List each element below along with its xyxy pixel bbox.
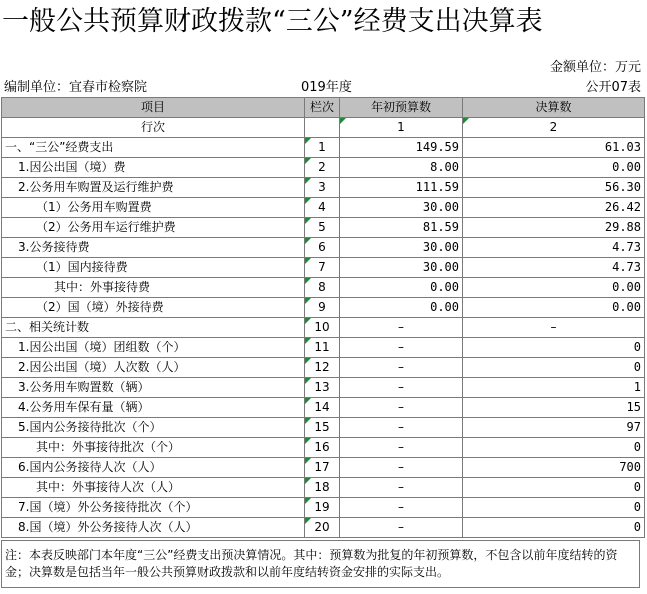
row-number: 3	[305, 178, 340, 198]
row-item-name: 6.国内公务接待人次（人）	[2, 458, 305, 478]
table-row	[2, 518, 645, 538]
row-final-value: 0.00	[463, 158, 645, 178]
row-item-name: 1.因公出国（境）团组数（个）	[2, 338, 305, 358]
row-final-value: 4.73	[463, 258, 645, 278]
row-final-value: 61.03	[463, 138, 645, 158]
row-final-value: 700	[463, 458, 645, 478]
table-row	[2, 238, 645, 258]
row-budget-value: 81.59	[340, 218, 463, 238]
row-item-name: （1）国内接待费	[2, 258, 305, 278]
row-budget-value: –	[340, 378, 463, 398]
header-rowno: 栏次	[305, 98, 340, 118]
row-final-value: 0	[463, 438, 645, 458]
row-number: 18	[305, 478, 340, 498]
row-number: 9	[305, 298, 340, 318]
row-final-value: 1	[463, 378, 645, 398]
report-meta-line	[0, 78, 647, 97]
header-final: 决算数	[463, 98, 645, 118]
table-row	[2, 318, 645, 338]
subheader-budget: 1	[340, 118, 463, 138]
row-item-name: 7.国（境）外公务接待批次（个）	[2, 498, 305, 518]
row-number: 13	[305, 378, 340, 398]
table-row	[2, 398, 645, 418]
table-row	[2, 418, 645, 438]
row-budget-value: 30.00	[340, 238, 463, 258]
row-item-name: 一、“三公”经费支出	[2, 138, 305, 158]
expenditure-table	[1, 97, 645, 538]
row-number: 20	[305, 518, 340, 538]
row-number: 8	[305, 278, 340, 298]
row-item-name: 其中：外事接待费	[2, 278, 305, 298]
row-budget-value: 0.00	[340, 278, 463, 298]
row-budget-value: –	[340, 338, 463, 358]
row-final-value: 97	[463, 418, 645, 438]
row-budget-value: 0.00	[340, 298, 463, 318]
table-row	[2, 438, 645, 458]
row-item-name: （1）公务用车购置费	[2, 198, 305, 218]
row-budget-value: 111.59	[340, 178, 463, 198]
row-final-value: 26.42	[463, 198, 645, 218]
row-item-name: 3.公务用车购置数（辆）	[2, 378, 305, 398]
row-item-name: 2.因公出国（境）人次数（人）	[2, 358, 305, 378]
row-number: 14	[305, 398, 340, 418]
table-header-row	[2, 98, 645, 118]
row-item-name: （2）国（境）外接待费	[2, 298, 305, 318]
row-budget-value: 30.00	[340, 258, 463, 278]
row-final-value: –	[463, 318, 645, 338]
table-row	[2, 478, 645, 498]
fiscal-year-label: 019年度	[301, 80, 352, 95]
row-final-value: 0	[463, 338, 645, 358]
row-budget-value: –	[340, 518, 463, 538]
amount-unit-label: 金额单位：万元	[549, 60, 641, 75]
row-final-value: 56.30	[463, 178, 645, 198]
table-subheader-row	[2, 118, 645, 138]
table-row	[2, 278, 645, 298]
row-number: 12	[305, 358, 340, 378]
row-budget-value: –	[340, 358, 463, 378]
table-row	[2, 178, 645, 198]
row-final-value: 0	[463, 478, 645, 498]
row-number: 15	[305, 418, 340, 438]
header-item: 项目	[2, 98, 305, 118]
row-budget-value: –	[340, 318, 463, 338]
row-item-name: 4.公务用车保有量（辆）	[2, 398, 305, 418]
reporting-unit-label: 编制单位：宜春市检察院	[4, 80, 148, 95]
row-number: 6	[305, 238, 340, 258]
row-budget-value: –	[340, 418, 463, 438]
footnote: 注：本表反映部门本年度“三公”经费支出预决算情况。其中：预算数为批复的年初预算数，不包含以前年度结转的资金；决算数是包括当年一般公共预算财政拨款和以前年度结转资金安排的实际支出。	[1, 540, 640, 588]
row-item-name: 8.国（境）外公务接待人次（人）	[2, 518, 305, 538]
row-final-value: 0.00	[463, 278, 645, 298]
table-row	[2, 138, 645, 158]
row-number: 4	[305, 198, 340, 218]
row-number: 10	[305, 318, 340, 338]
table-row	[2, 218, 645, 238]
row-item-name: （2）公务用车运行维护费	[2, 218, 305, 238]
report-title: 一般公共预算财政拨款“三公”经费支出决算表	[2, 6, 543, 37]
table-row	[2, 378, 645, 398]
subheader-item: 行次	[2, 118, 305, 138]
row-final-value: 15	[463, 398, 645, 418]
row-item-name: 1.因公出国（境）费	[2, 158, 305, 178]
row-number: 11	[305, 338, 340, 358]
row-item-name: 其中：外事接待人次（人）	[2, 478, 305, 498]
table-row	[2, 338, 645, 358]
row-number: 5	[305, 218, 340, 238]
row-number: 16	[305, 438, 340, 458]
table-row	[2, 158, 645, 178]
row-budget-value: –	[340, 398, 463, 418]
row-item-name: 其中：外事接待批次（个）	[2, 438, 305, 458]
row-number: 19	[305, 498, 340, 518]
row-final-value: 0	[463, 498, 645, 518]
row-budget-value: –	[340, 498, 463, 518]
table-number-label: 公开07表	[585, 80, 641, 95]
row-final-value: 4.73	[463, 238, 645, 258]
table-row	[2, 358, 645, 378]
table-row	[2, 458, 645, 478]
header-budget: 年初预算数	[340, 98, 463, 118]
row-budget-value: 30.00	[340, 198, 463, 218]
row-number: 2	[305, 158, 340, 178]
row-budget-value: 149.59	[340, 138, 463, 158]
row-budget-value: –	[340, 458, 463, 478]
row-item-name: 5.国内公务接待批次（个）	[2, 418, 305, 438]
row-final-value: 29.88	[463, 218, 645, 238]
row-number: 1	[305, 138, 340, 158]
row-budget-value: –	[340, 478, 463, 498]
row-item-name: 2.公务用车购置及运行维护费	[2, 178, 305, 198]
row-final-value: 0	[463, 358, 645, 378]
row-budget-value: 8.00	[340, 158, 463, 178]
row-final-value: 0.00	[463, 298, 645, 318]
row-number: 17	[305, 458, 340, 478]
row-final-value: 0	[463, 518, 645, 538]
table-row	[2, 298, 645, 318]
subheader-rowno	[305, 118, 340, 138]
table-row	[2, 258, 645, 278]
row-item-name: 3.公务接待费	[2, 238, 305, 258]
subheader-final: 2	[463, 118, 645, 138]
table-row	[2, 198, 645, 218]
row-item-name: 二、相关统计数	[2, 318, 305, 338]
row-budget-value: –	[340, 438, 463, 458]
table-row	[2, 498, 645, 518]
row-number: 7	[305, 258, 340, 278]
